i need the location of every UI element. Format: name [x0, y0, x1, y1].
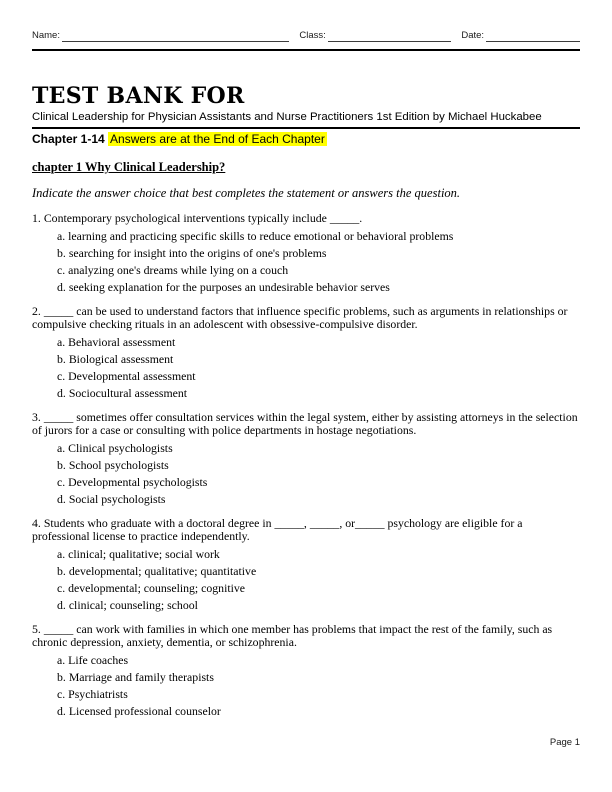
- option-row: [57, 264, 580, 277]
- page-number: Page 1: [549, 737, 580, 748]
- answers-note-highlight: Answers are at the End of Each Chapter: [110, 132, 325, 146]
- option-text: Marriage and family therapists: [68, 669, 214, 684]
- option-letter: d.: [57, 491, 66, 506]
- question-3: [32, 411, 580, 506]
- option-text: Licensed professional counselor: [68, 703, 221, 718]
- option-text: searching for insight into the origins of one's problems: [68, 245, 327, 260]
- option-row: [57, 336, 580, 349]
- class-label: Class:: [299, 30, 326, 41]
- option-text: Life coaches: [68, 652, 129, 667]
- question-text: [32, 212, 580, 226]
- option-letter: a.: [57, 228, 66, 243]
- question-text: [32, 623, 580, 650]
- option-row: [57, 476, 580, 489]
- option-letter: a.: [57, 546, 66, 561]
- question-body: _____ can be used to understand factors that influence specific problems, such as arguments in relationships or compulsive checking rituals in an adolescent with obsessive-compulsive disorder.: [32, 303, 568, 331]
- option-row: [57, 459, 580, 472]
- option-letter: c.: [57, 262, 66, 277]
- header-divider: [32, 49, 580, 51]
- option-letter: d.: [57, 385, 66, 400]
- option-text: Behavioral assessment: [68, 334, 176, 349]
- page-title: TEST BANK FOR: [32, 83, 245, 109]
- option-text: Social psychologists: [68, 491, 166, 506]
- question-number: 5.: [32, 621, 41, 636]
- question-5: [32, 623, 580, 718]
- option-row: [57, 493, 580, 506]
- option-text: Biological assessment: [68, 351, 174, 366]
- option-letter: c.: [57, 474, 66, 489]
- class-blank-line: [328, 30, 452, 42]
- question-body: _____ sometimes offer consultation services within the legal system, either by assisting attorneys in the selection of jurors for a case or consulting with police departments in hostage negotiations.: [32, 409, 578, 437]
- option-letter: d.: [57, 703, 66, 718]
- option-letter: c.: [57, 580, 66, 595]
- option-row: [57, 582, 580, 595]
- option-row: [57, 654, 580, 667]
- question-2: [32, 305, 580, 400]
- option-text: analyzing one's dreams while lying on a couch: [68, 262, 289, 277]
- question-1: [32, 212, 580, 294]
- question-body: Contemporary psychological interventions typically include _____.: [43, 211, 363, 225]
- question-number: 2.: [32, 303, 41, 318]
- option-letter: a.: [57, 652, 66, 667]
- option-letter: d.: [57, 597, 66, 612]
- option-row: [57, 688, 580, 701]
- option-row: [57, 230, 580, 243]
- option-text: learning and practicing specific skills to reduce emotional or behavioral problems: [68, 228, 454, 243]
- question-text: [32, 411, 580, 438]
- option-row: [57, 671, 580, 684]
- question-text: [32, 517, 580, 544]
- option-row: [57, 548, 580, 561]
- option-letter: b.: [57, 563, 66, 578]
- option-text: Sociocultural assessment: [68, 385, 188, 400]
- option-letter: a.: [57, 440, 66, 455]
- instruction-text: Indicate the answer choice that best completes the statement or answers the question.: [32, 186, 461, 200]
- fill-in-header: [32, 30, 580, 42]
- option-letter: c.: [57, 686, 66, 701]
- chapter-range-label: Chapter 1-14: [32, 132, 105, 146]
- option-text: developmental; qualitative; quantitative: [68, 563, 257, 578]
- option-row: [57, 599, 580, 612]
- question-number: 1.: [32, 211, 41, 225]
- option-row: [57, 705, 580, 718]
- option-row: [57, 247, 580, 260]
- question-4: [32, 517, 580, 612]
- option-letter: c.: [57, 368, 66, 383]
- option-letter: b.: [57, 245, 66, 260]
- option-letter: d.: [57, 279, 66, 294]
- question-body: _____ can work with families in which one member has problems that impact the rest of the family, such as chronic depression, anxiety, dementia, or schizophrenia.: [32, 621, 553, 649]
- book-title: Clinical Leadership for Physician Assistants and Nurse Practitioners 1st Edition by Michael Huckabee: [32, 111, 580, 129]
- option-letter: a.: [57, 334, 66, 349]
- question-body: Students who graduate with a doctoral degree in _____, _____, or_____ psychology are eligible for a professional license to practice independently.: [32, 515, 523, 543]
- option-row: [57, 387, 580, 400]
- option-letter: b.: [57, 351, 66, 366]
- question-number: 4.: [32, 515, 41, 530]
- option-text: Clinical psychologists: [68, 440, 173, 455]
- option-row: [57, 442, 580, 455]
- date-blank-line: [486, 30, 580, 42]
- chapter-heading: chapter 1 Why Clinical Leadership?: [32, 160, 226, 174]
- name-blank-line: [62, 30, 289, 42]
- name-label: Name:: [32, 30, 60, 41]
- option-text: developmental; counseling; cognitive: [68, 580, 246, 595]
- option-letter: b.: [57, 457, 66, 472]
- option-letter: b.: [57, 669, 66, 684]
- option-text: Developmental psychologists: [68, 474, 208, 489]
- option-text: School psychologists: [68, 457, 169, 472]
- option-row: [57, 353, 580, 366]
- option-text: seeking explanation for the purposes an undesirable behavior serves: [68, 279, 390, 294]
- option-text: clinical; counseling; school: [68, 597, 198, 612]
- option-row: [57, 281, 580, 294]
- chapter-range-line: [32, 132, 580, 146]
- option-row: [57, 370, 580, 383]
- date-label: Date:: [461, 30, 485, 41]
- option-text: clinical; qualitative; social work: [68, 546, 220, 561]
- option-text: Developmental assessment: [68, 368, 196, 383]
- option-row: [57, 565, 580, 578]
- question-text: [32, 305, 580, 332]
- question-number: 3.: [32, 409, 41, 424]
- option-text: Psychiatrists: [68, 686, 128, 701]
